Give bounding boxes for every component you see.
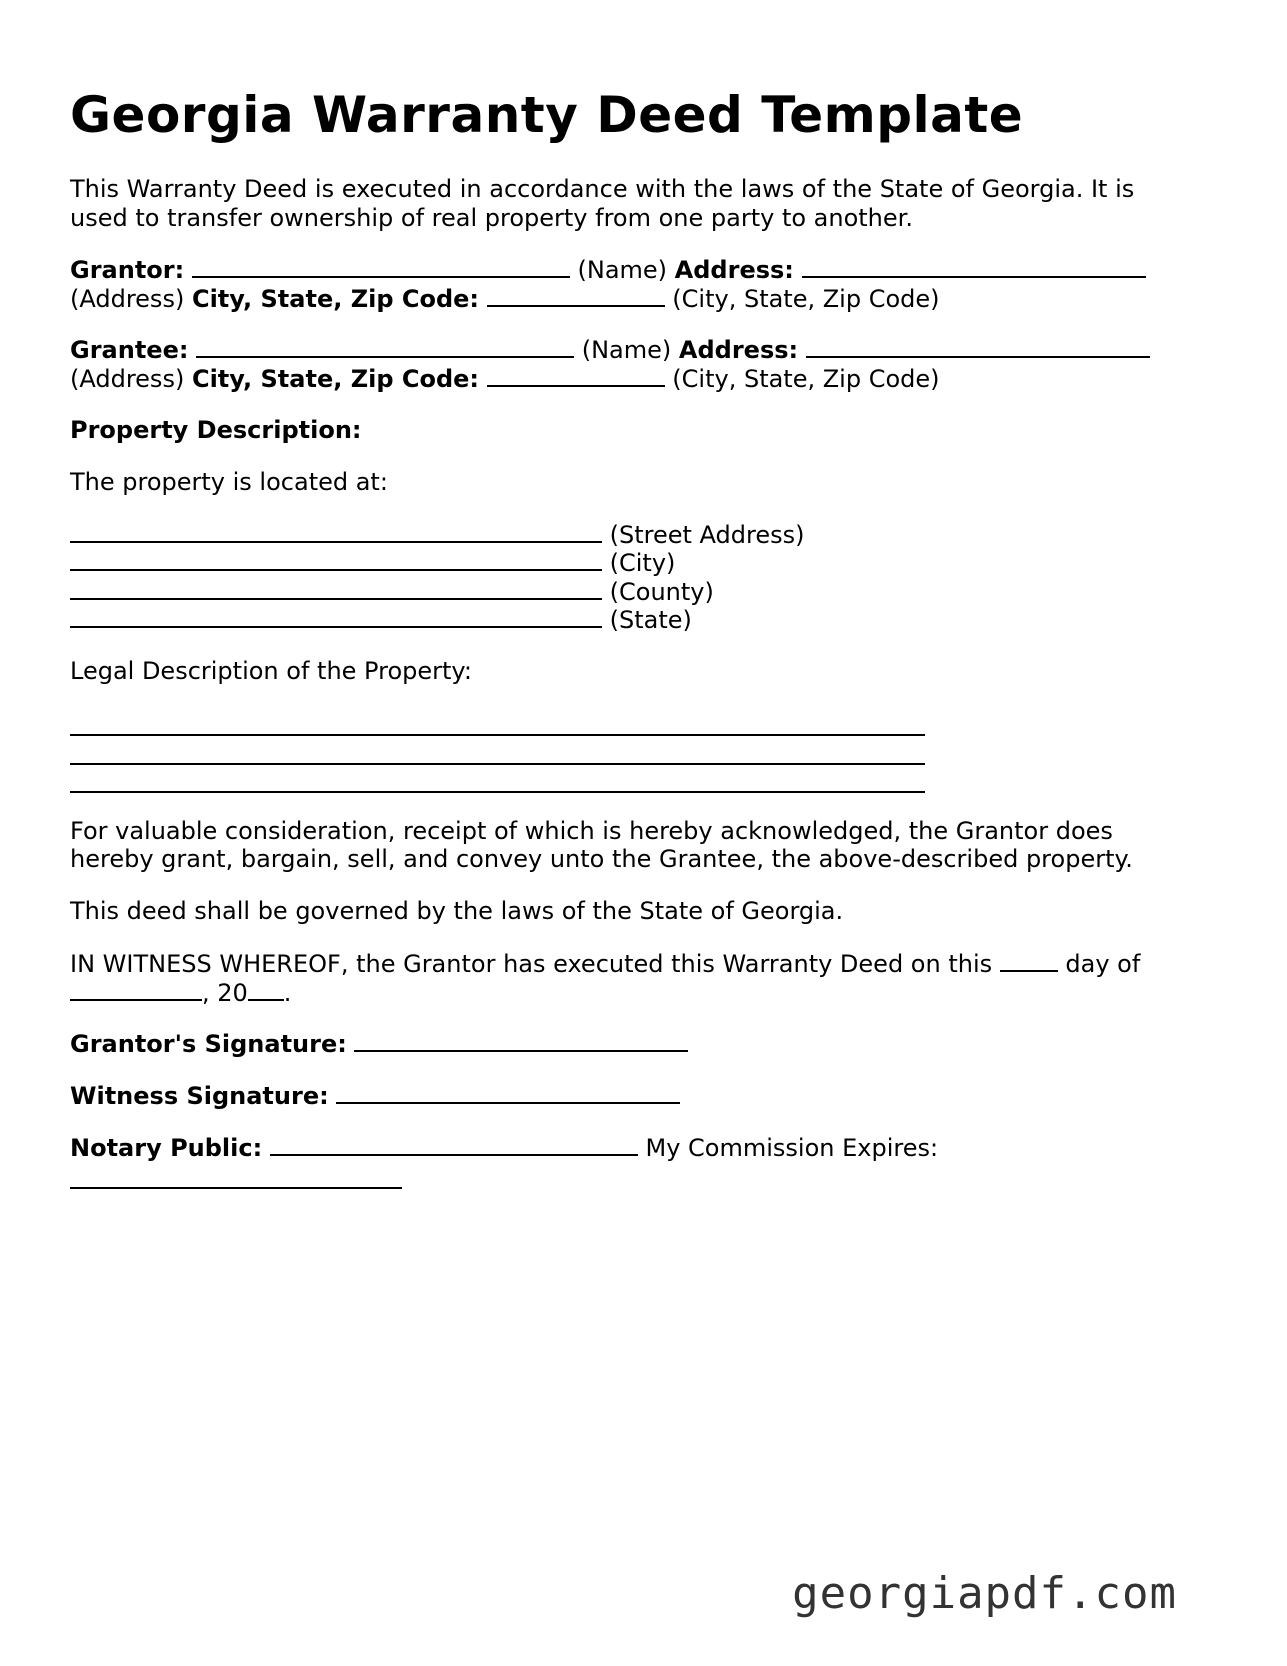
intro-line-2: used to transfer ownership of real property from one party to another. bbox=[70, 204, 913, 232]
witness-line-1 bbox=[70, 948, 1140, 979]
year-suffix: . bbox=[283, 979, 292, 1007]
witness-signature-label: Witness Signature: bbox=[70, 1082, 329, 1110]
grantor-address-hint: (Address) bbox=[70, 285, 185, 313]
grantor-signature-field[interactable] bbox=[354, 1028, 688, 1052]
grantee-address-label: Address: bbox=[678, 336, 799, 364]
notary-label: Notary Public: bbox=[70, 1134, 263, 1162]
county-field[interactable] bbox=[70, 576, 602, 600]
document-title: Georgia Warranty Deed Template bbox=[70, 86, 1024, 144]
grantor-address-field[interactable] bbox=[802, 254, 1146, 278]
legal-description-line-1[interactable] bbox=[70, 734, 925, 736]
notary-row bbox=[70, 1132, 938, 1163]
grantee-csz-hint: (City, State, Zip Code) bbox=[672, 365, 940, 393]
city-row bbox=[70, 547, 675, 578]
year-prefix: , 20 bbox=[202, 979, 248, 1007]
consideration-line-2: hereby grant, bargain, sell, and convey unto the Grantee, the above-described property. bbox=[70, 845, 1133, 873]
grantor-row-2 bbox=[70, 283, 940, 314]
legal-description-line-3[interactable] bbox=[70, 791, 925, 793]
grantor-name-hint: (Name) bbox=[577, 256, 668, 284]
grantor-name-field[interactable] bbox=[192, 254, 570, 278]
witness-text: IN WITNESS WHEREOF, the Grantor has executed this Warranty Deed on this bbox=[70, 950, 993, 978]
year-field[interactable] bbox=[248, 977, 284, 1001]
grantor-csz-label: City, State, Zip Code: bbox=[191, 285, 480, 313]
grantee-csz-field[interactable] bbox=[487, 363, 665, 387]
governed-text: This deed shall be governed by the laws of the State of Georgia. bbox=[70, 897, 844, 925]
grantor-signature-label: Grantor's Signature: bbox=[70, 1030, 347, 1058]
state-row bbox=[70, 604, 692, 635]
witness-signature-field[interactable] bbox=[336, 1080, 680, 1104]
city-field[interactable] bbox=[70, 547, 602, 571]
month-field[interactable] bbox=[70, 977, 202, 1001]
state-field[interactable] bbox=[70, 604, 602, 628]
city-hint: (City) bbox=[609, 549, 676, 577]
legal-description-heading: Legal Description of the Property: bbox=[70, 657, 472, 685]
grantor-address-label: Address: bbox=[674, 256, 794, 284]
county-hint: (County) bbox=[609, 578, 714, 606]
grantee-name-hint: (Name) bbox=[581, 336, 672, 364]
legal-description-line-2[interactable] bbox=[70, 763, 925, 765]
intro-line-1: This Warranty Deed is executed in accordance with the laws of the State of Georgia. It is bbox=[70, 175, 1135, 203]
county-row bbox=[70, 576, 714, 607]
consideration-line-1: For valuable consideration, receipt of which is hereby acknowledged, the Grantor does bbox=[70, 817, 1113, 845]
grantor-csz-hint: (City, State, Zip Code) bbox=[672, 285, 940, 313]
footer-watermark: georgiapdf.com bbox=[792, 1568, 1177, 1619]
grantor-csz-field[interactable] bbox=[487, 283, 665, 307]
commission-label: My Commission Expires: bbox=[645, 1134, 939, 1162]
street-row bbox=[70, 519, 805, 550]
witness-signature-row bbox=[70, 1080, 680, 1111]
grantee-address-hint: (Address) bbox=[70, 365, 185, 393]
day-field[interactable] bbox=[1000, 948, 1058, 972]
grantee-row-2 bbox=[70, 363, 940, 394]
street-hint: (Street Address) bbox=[609, 521, 805, 549]
street-field[interactable] bbox=[70, 519, 602, 543]
grantor-label: Grantor: bbox=[70, 256, 185, 284]
notary-field[interactable] bbox=[270, 1132, 638, 1156]
commission-expires-field[interactable] bbox=[70, 1187, 402, 1189]
property-heading: Property Description: bbox=[70, 416, 362, 444]
grantor-row-1 bbox=[70, 254, 1146, 285]
grantor-signature-row bbox=[70, 1028, 688, 1059]
grantee-label: Grantee: bbox=[70, 336, 189, 364]
property-located-text: The property is located at: bbox=[70, 468, 388, 496]
grantee-address-field[interactable] bbox=[806, 334, 1150, 358]
witness-day-of: day of bbox=[1065, 950, 1141, 978]
grantee-csz-label: City, State, Zip Code: bbox=[191, 365, 480, 393]
grantee-name-field[interactable] bbox=[196, 334, 574, 358]
grantee-row-1 bbox=[70, 334, 1150, 365]
state-hint: (State) bbox=[609, 606, 692, 634]
witness-line-2 bbox=[70, 977, 291, 1008]
